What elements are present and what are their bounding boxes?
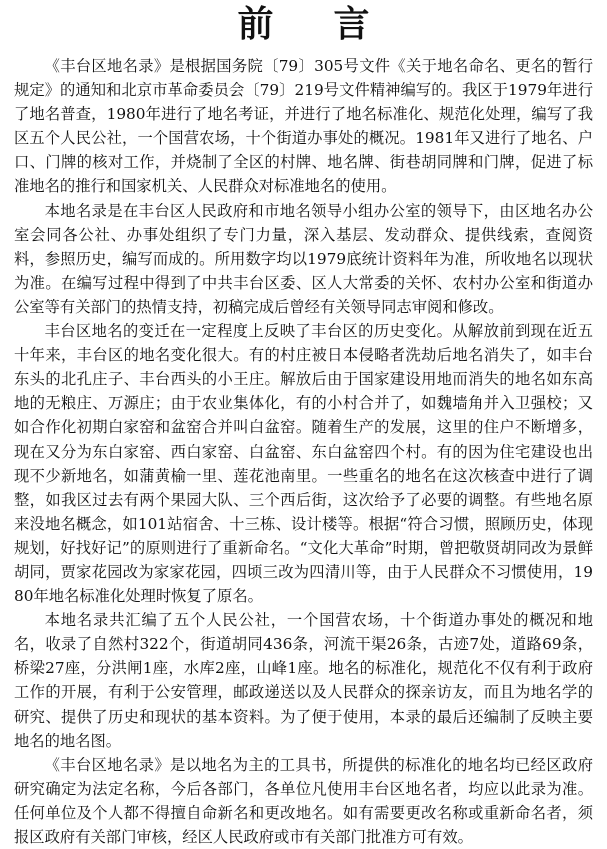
paragraph-4: 本地名录共汇编了五个人民公社，一个国营农场，十个街道办事处的概况和地名，收录了自然村322个，街道胡同436条，河流干渠26条，古迹7处，道路69条，桥梁27座，分洪闸1座，水库2座，山峰1座。地名的标准化，规范化不仅有利于政府工作的开展，有利于公安管理，邮政递送以及人民群众的探亲访友，而且为地名学的研究、提供了历史和现状的基本资料。为了便于使用，本录的最后还编制了反映主要地名的地名图。 <box>14 611 593 750</box>
page-title: 前言 <box>237 3 430 45</box>
paragraph-2: 本地名录是在丰台区人民政府和市地名领导小组办公室的领导下，由区地名办公室会同各公社、办事处组织了专门力量，深入基层、发动群众、提供线索，查阅资料，参照历史，编写而成的。所用数字均以1979底统计资料年为准，所收地名以现状为准。在编写过程中得到了中共丰台区委、区人大常委的关怀、农村办公室和街道办公室等有关部门的热情支持，初稿完成后曾经有关领导同志审阅和修改。 <box>14 201 593 316</box>
paragraph-1: 《丰台区地名录》是根据国务院〔79〕305号文件《关于地名命名、更名的暂行规定》的通知和北京市革命委员会〔79〕219号文件精神编写的。我区于1979年进行了地名普查，1980年进行了地名考证，并进行了地名标准化、规范化处理，编写了我区五个人民公社，一个国营农场，十个街道办事处的概况。1981年又进行了地名、户口、门牌的核对工作，并烧制了全区的村牌、地名牌、街巷胡同牌和门牌，促进了标准地名的推行和国家机关、人民群众对标准地名的使用。 <box>14 57 593 196</box>
paragraph-5: 《丰台区地名录》是以地名为主的工具书，所提供的标准化的地名均已经区政府研究确定为法定名称，今后各部门，各单位凡使用丰台区地名者，均应以此录为准。任何单位及个人都不得擅自命新名和更改地名。如有需要更改名称或重新命名者，须报区政府有关部门审核，经区人民政府或市有关部门批准方可有效。 <box>14 755 593 846</box>
paragraph-3: 丰台区地名的变迁在一定程度上反映了丰台区的历史变化。从解放前到现在近五十年来，丰台区的地名变化很大。有的村庄被日本侵略者洗劫后地名消失了，如丰台东头的北孔庄子、丰台西头的小王庄。解放后由于国家建设用地而消失的地名如东高地的无粮庄、万源庄；由于农业集体化，有的小村合并了，如魏墙角并入卫强校；又如合作化初期白家窑和盆窑合并叫白盆窑。随着生产的发展，这里的住户不断增多，现在又分为东白家窑、西白家窑、白盆窑、东白盆窑四个村。有的因为住宅建设也出现不少新地名，如蒲黄榆一里、莲花池南里。一些重名的地名在这次核查中进行了调整，如我区过去有两个果园大队、三个西后街，这次给予了必要的调整。有些地名原来没地名概念，如101站宿舍、十三栋、设计楼等。根据“符合习惯，照顾历史，体现规划，好找好记”的原则进行了重新命名。“文化大革命”时期，曾把敬贤胡同改为景鲜胡同，贾家花园改为家家花园，四顷三改为四清川等，由于人民群众不习惯使用，1980年地名标准化处理时恢复了原名。 <box>14 322 593 606</box>
